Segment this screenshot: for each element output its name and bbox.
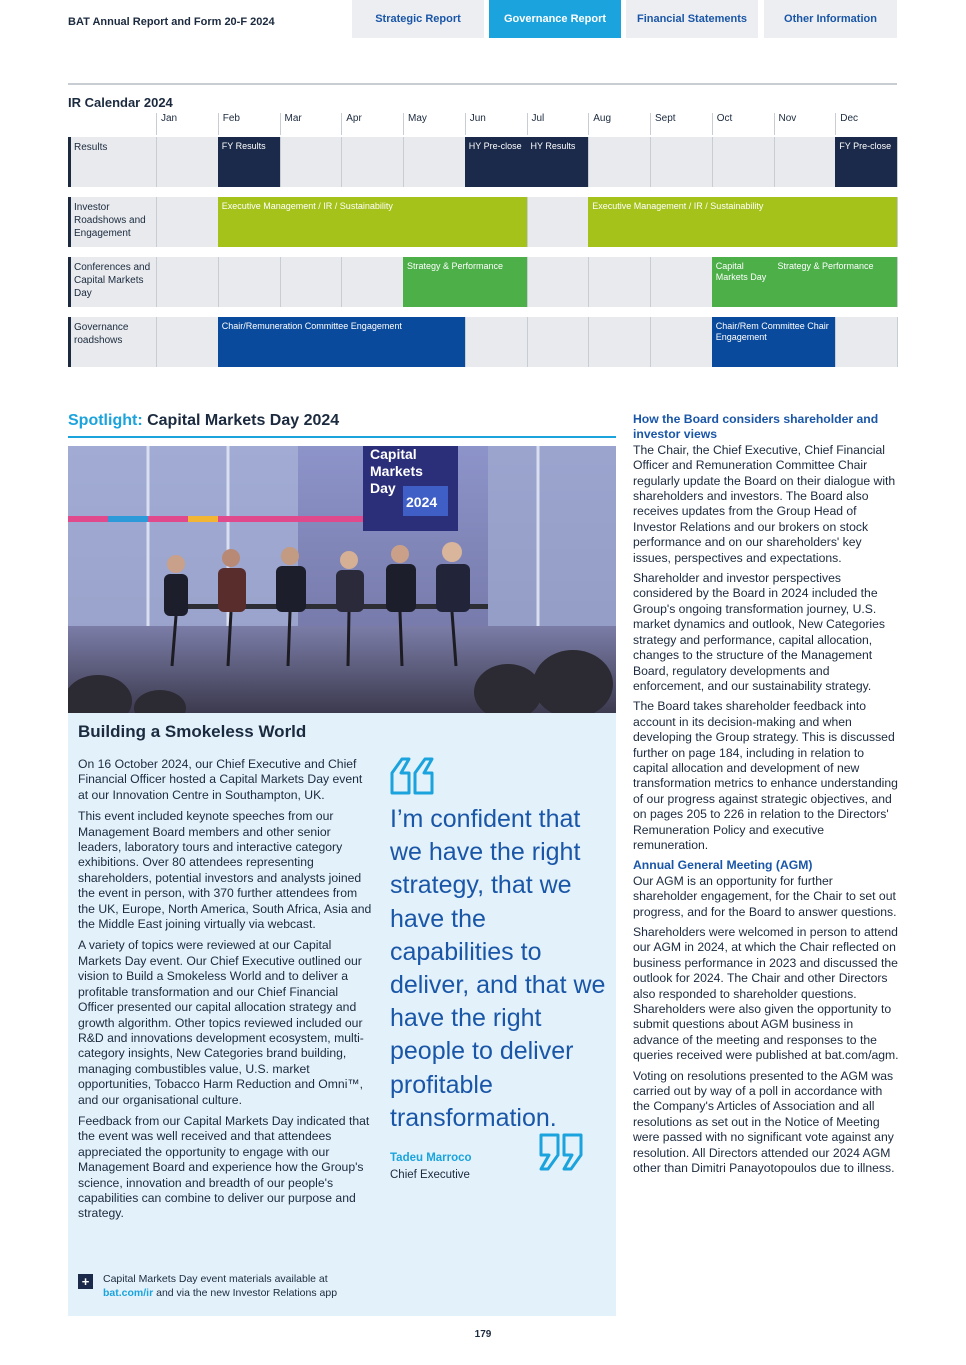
quote-author-role: Chief Executive	[390, 1169, 470, 1181]
grid-line	[156, 257, 157, 307]
calendar-row-label: Investor Roadshows and Engagement	[68, 197, 156, 247]
grid-line	[403, 137, 404, 187]
grid-line	[527, 197, 528, 247]
grid-line	[280, 257, 281, 307]
grid-line	[774, 137, 775, 187]
body-paragraph: This event included keynote speeches from our Management Board members and other senior leaders, laboratory tours and interactive category exhibitions. Over 80 attendees representing shareholders, potential investors and analysts joined the event in person, with 370 further attendees from the UK, Europe, North America, South Africa, Asia and the Middle East joining virtually via webcast.	[78, 809, 372, 932]
calendar-event-bar: Chair/Remuneration Committee Engagement	[218, 317, 465, 367]
resources-note	[103, 1272, 393, 1300]
grid-line	[588, 137, 589, 187]
grid-line	[897, 257, 898, 307]
section-divider	[68, 83, 897, 85]
month-header: Aug	[588, 113, 650, 135]
body-paragraph: A variety of topics were reviewed at our Capital Markets Day event. Our Chief Executive outlined our vision to Build a Smokeless World and to deliver a profitable transformation and our Chief Financial Officer presented our capital allocation strategy and growth algorithm. Other topics reviewed included our R&D and innovations development ecosystem, multi-category insights, New Categories brand building, managing combustibles value, U.S. market opportunities, Tobacco Harm Reduction and Omni™, and our organisational culture.	[78, 938, 364, 1107]
photo-sign-line: Markets	[370, 463, 423, 479]
capital-markets-day-photo	[68, 446, 616, 713]
quote-author-name: Tadeu Marroco	[390, 1152, 472, 1164]
calendar-event-bar: Chair/Rem Committee Chair Engagement	[712, 317, 836, 367]
month-header: Jun	[465, 113, 527, 135]
spotlight-title: Capital Markets Day 2024	[147, 412, 340, 429]
body-paragraph: Voting on resolutions presented to the AGM was carried out by way of a poll in accordance with the Company's Articles of Association and all resolutions as set out in the Notice of Meeting were passed with no significant vote against any resolution. All Directors attended our 2024 AGM other than Dimitri Panayotopoulos due to illness.	[633, 1068, 895, 1176]
grid-line	[588, 317, 589, 367]
month-header: Dec	[835, 113, 897, 135]
calendar-title: IR Calendar 2024	[68, 95, 173, 110]
tab-financial-statements[interactable]: Financial Statements	[626, 0, 758, 38]
report-title: BAT Annual Report and Form 20-F 2024	[68, 16, 275, 28]
month-header: Sept	[650, 113, 712, 135]
grid-line	[527, 257, 528, 307]
page-number: 179	[474, 1329, 492, 1340]
calendar-event-bar: Executive Management / IR / Sustainability	[588, 197, 897, 247]
body-paragraph: The Chair, the Chief Executive, Chief Financial Officer and Remuneration Committee Chair regularly update the Board on their dialogue with shareholders and investors. The Board also receives updates from the Group Head of Investor Relations and our brokers on stock performance and on our shareholders' key issues, perspectives and expectations.	[633, 442, 896, 565]
photo-sign-year: 2024	[406, 494, 438, 510]
ceo-quote: I’m confident that we have the right strategy, that we have the capabilities to deliver, and that we have the right people to deliver profitable transformation.	[390, 805, 606, 1132]
body-paragraph: Shareholder and investor perspectives considered by the Board in 2024 included the Group's ongoing transformation journey, U.S. market dynamics and outlook, New Categories strategy and performance, capital allocation, changes to the structure of the Management Board, regulatory developments and enforcement, and our sustainability strategy.	[633, 571, 885, 693]
open-quote-icon	[389, 755, 437, 800]
spotlight-heading	[68, 412, 339, 430]
spotlight-rule	[68, 436, 616, 438]
body-paragraph: Our AGM is an opportunity for further shareholder engagement, for the Chair to set out progress, and for the Board to answer questions.	[633, 873, 897, 919]
body-paragraph: Shareholders were welcomed in person to attend our AGM in 2024, at which the Chair reflected on business performance in 2023 and discussed the outlook for 2024. The Chair and other Directors also responded to shareholder questions. Shareholders were also given the opportunity to submit questions about AGM business in advance of the meeting and responses to the queries received were published at bat.com/agm.	[633, 925, 899, 1063]
calendar-row-label: Conferences and Capital Markets Day	[68, 257, 156, 307]
grid-line	[156, 197, 157, 247]
grid-line	[218, 257, 219, 307]
photo-sign-line: Capital	[370, 446, 417, 462]
calendar-event-bar: Capital Markets Day	[712, 257, 774, 307]
grid-line	[588, 257, 589, 307]
month-header: Nov	[774, 113, 836, 135]
grid-line	[280, 137, 281, 187]
month-header: Oct	[712, 113, 774, 135]
close-quote-icon	[536, 1133, 584, 1178]
calendar-row-label: Governance roadshows	[68, 317, 156, 367]
note-tail: and via the new Investor Relations app	[153, 1287, 338, 1299]
grid-line	[341, 137, 342, 187]
calendar-row-label: Results	[68, 137, 156, 187]
spotlight-subtitle: Building a Smokeless World	[78, 722, 307, 741]
grid-line	[341, 257, 342, 307]
calendar-event-bar: FY Pre-close	[835, 137, 897, 187]
calendar-event-bar: Executive Management / IR / Sustainability	[218, 197, 527, 247]
month-header: Jan	[156, 113, 218, 135]
bat-ir-link[interactable]: bat.com/ir	[103, 1287, 154, 1299]
spotlight-body	[78, 757, 372, 1228]
month-header: Feb	[218, 113, 280, 135]
grid-line	[712, 137, 713, 187]
calendar-event-bar: Strategy & Performance	[774, 257, 898, 307]
month-header: Jul	[527, 113, 589, 135]
tab-governance-report[interactable]: Governance Report	[489, 0, 621, 38]
grid-line	[650, 317, 651, 367]
grid-line	[835, 317, 836, 367]
calendar-event-bar: HY Pre-close	[465, 137, 527, 187]
grid-line	[156, 137, 157, 187]
spotlight-label: Spotlight:	[68, 412, 143, 429]
board-views-column	[633, 412, 899, 1182]
grid-line	[527, 317, 528, 367]
month-header: May	[403, 113, 465, 135]
body-paragraph: Feedback from our Capital Markets Day indicated that the event was well received and that attendees appreciated the opportunity to engage with our Management Board and experience how the Group's science, innovation and breadth of our people's capabilities can combine to deliver our purpose and strategy.	[78, 1113, 370, 1221]
grid-line	[156, 317, 157, 367]
tab-other-information[interactable]: Other Information	[764, 0, 897, 38]
body-paragraph: The Board takes shareholder feedback into account in its decision-making and when developing the Group strategy. This is discussed further on page 184, including in relation to capital allocation and development of new transformation metrics to enhance understanding of our progress against strategic objectives, and on pages 205 to 226 in relation to the Directors' Remuneration Policy and executive remuneration.	[633, 699, 898, 852]
board-views-heading: How the Board considers shareholder and investor views	[633, 412, 879, 442]
note-text: Capital Markets Day event materials available at	[103, 1273, 328, 1285]
grid-line	[650, 257, 651, 307]
calendar-event-bar: FY Results	[218, 137, 280, 187]
plus-icon: +	[78, 1274, 93, 1289]
grid-line	[897, 317, 898, 367]
body-paragraph: On 16 October 2024, our Chief Executive and Chief Financial Officer hosted a Capital Markets Day event at our Innovation Centre in Southampton, UK.	[78, 757, 363, 802]
grid-line	[897, 137, 898, 187]
calendar-event-bar: Strategy & Performance	[403, 257, 527, 307]
grid-line	[650, 137, 651, 187]
agm-heading: Annual General Meeting (AGM)	[633, 858, 813, 873]
tab-strategic-report[interactable]: Strategic Report	[352, 0, 484, 38]
photo-sign-line: Day	[370, 480, 396, 496]
grid-line	[465, 317, 466, 367]
month-header: Mar	[280, 113, 342, 135]
grid-line	[897, 197, 898, 247]
photo-sign-text	[370, 446, 423, 497]
calendar-event-bar: HY Results	[527, 137, 589, 187]
month-header: Apr	[341, 113, 403, 135]
